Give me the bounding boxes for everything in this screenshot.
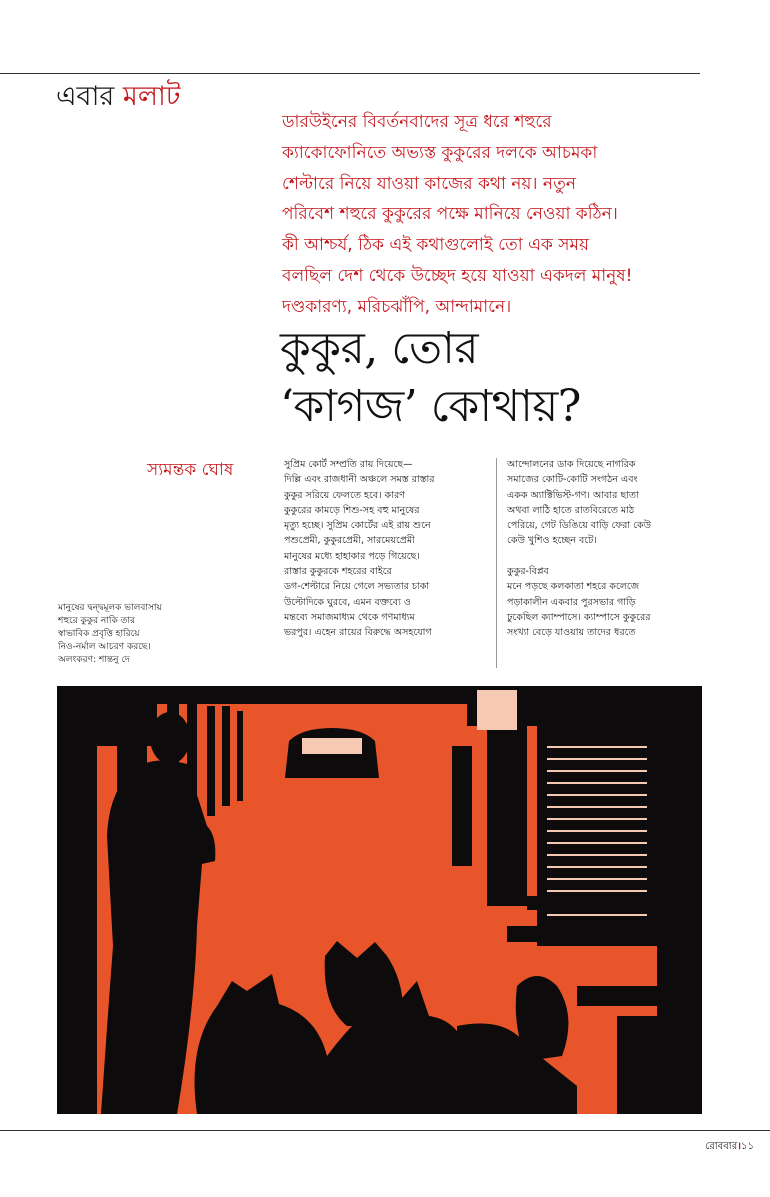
body-line: মনে পড়ছে কলকাতা শহরে কলেজে — [507, 581, 640, 593]
body-line: মানুষের মধ্যে হাহাকার পড়ে গিয়েছে। — [284, 550, 420, 562]
standfirst-line: বলছিল দেশ থেকে উচ্ছেদ হয়ে যাওয়া একদল মানুষ! — [282, 265, 633, 286]
body-line: উল্টোদিকে ঘুরবে, এমন বক্তব্যে ও — [284, 596, 411, 608]
body-line: ডগ-শেল্টারে নিয়ে গেলে সভ্যতার চাকা — [284, 581, 430, 593]
caption-credit: অলংকরণ: শান্তনু দে — [58, 655, 130, 665]
standfirst-line: শেল্টারে নিয়ে যাওয়া কাজের কথা নয়। নতুন — [282, 173, 576, 194]
body-line: মন্তব্যে সমাজমাধ্যম থেকে গণমাধ্যম — [284, 611, 415, 623]
section-label — [56, 80, 181, 114]
body-line: সংখ্যা বেড়ে যাওয়ায় তাদের ধরতে — [507, 627, 636, 639]
section-label-name: মলাট — [122, 81, 181, 112]
magazine-name: রোববার — [705, 1141, 738, 1152]
body-line: ঢুকেছিল ক্যাম্পাসে। ক্যাম্পাসে কুকুরের — [507, 611, 651, 623]
standfirst-line: দণ্ডকারণ্য, মরিচঝাঁপি, আন্দামানে। — [282, 296, 512, 317]
body-line: দিল্লি এবং রাজধানী অঞ্চলে সমস্ত রাস্তার — [284, 474, 435, 486]
body-column-1 — [284, 457, 494, 641]
section-label-prefix: এবার — [56, 81, 115, 112]
headline-line-2: ‘কাগজ’ কোথায়? — [280, 381, 581, 432]
body-line: অথবা লাঠি হাতে রাতবিরেতে মাঠ — [507, 504, 635, 516]
standfirst — [282, 107, 702, 323]
body-line: রাস্তার কুকুরকে শহরের বাইরে — [284, 566, 392, 578]
headline-line-1: কুকুর, তোর — [280, 323, 479, 374]
body-line: পশুপ্রেমী, কুকুরপ্রেমী, সারমেয়প্রেমী — [284, 535, 415, 547]
body-line: সমাজের কোটি-কোটি সংগঠন এবং — [507, 474, 638, 486]
headline — [280, 320, 680, 436]
standfirst-line: ডারউইনের বিবর্তনবাদের সূত্র ধরে শহুরে — [282, 112, 552, 132]
page-footer — [705, 1138, 754, 1156]
body-column-2 — [507, 457, 707, 641]
body-line: আন্দোলনের ডাক দিয়েছে নাগরিক — [507, 459, 636, 470]
body-line: পেরিয়ে, গেট ডিঙিয়ে বাড়ি ফেরা কেউ — [507, 520, 652, 532]
body-line: কুকুর সরিয়ে ফেলতে হবে। কারণ — [284, 489, 405, 501]
shop-sign — [477, 690, 517, 730]
body-line: সুপ্রিম কোর্ট সম্প্রতি রায় দিয়েছে— — [284, 459, 413, 470]
caption-line: নিও-নর্মাল আচরণ করছে। — [58, 642, 151, 652]
body-line: মৃত্যু হচ্ছে। সুপ্রিম কোর্টের এই রায় শুনে — [284, 520, 431, 532]
body-line: কুকুরের কামড়ে শিশু-সহ বহু মানুষের — [284, 504, 420, 516]
page-number: ১১ — [741, 1141, 754, 1152]
body-line: ভরপুর। এহেন রায়ের বিরুদ্ধে অসহযোগ — [284, 627, 432, 639]
caption-line: স্বাভাবিক প্রবৃত্তি হারিয়ে — [58, 629, 140, 639]
car-windshield — [302, 738, 362, 754]
body-line: কেউ খুশিও হচ্ছেন বটে। — [507, 535, 597, 547]
caption-line: শহুরে কুকুর নাকি তার — [58, 616, 135, 626]
standfirst-line: পরিবেশ শহুরে কুকুরের পক্ষে মানিয়ে নেওয়া কঠিন। — [282, 204, 618, 225]
bottom-rule — [0, 1130, 770, 1131]
street-dogs-illustration — [57, 686, 702, 1114]
footer-separator: । — [737, 1141, 742, 1152]
standfirst-line: কী আশ্চর্য, ঠিক এই কথাগুলোই তো এক সময় — [282, 235, 589, 256]
byline: স্যমন্তক ঘোষ — [147, 460, 234, 480]
caption-line: মানুষের দ্বন্দ্বমূলক ভালবাসায় — [58, 603, 162, 613]
body-line: একক অ্যাক্টিভিস্ট-গণ। আবার ছাতা — [507, 489, 639, 501]
top-rule — [0, 73, 700, 74]
body-subhead: কুকুর-বিপ্লব — [507, 566, 549, 578]
body-line: পড়াকালীন একবার পুরসভার গাড়ি — [507, 596, 636, 608]
paragraph-gap — [507, 549, 707, 564]
column-divider — [496, 458, 497, 668]
standfirst-line: ক্যাকোফোনিতে অভ্যস্ত কুকুরের দলকে আচমকা — [282, 142, 598, 163]
illustration-caption — [58, 602, 258, 667]
illustration — [57, 686, 702, 1114]
